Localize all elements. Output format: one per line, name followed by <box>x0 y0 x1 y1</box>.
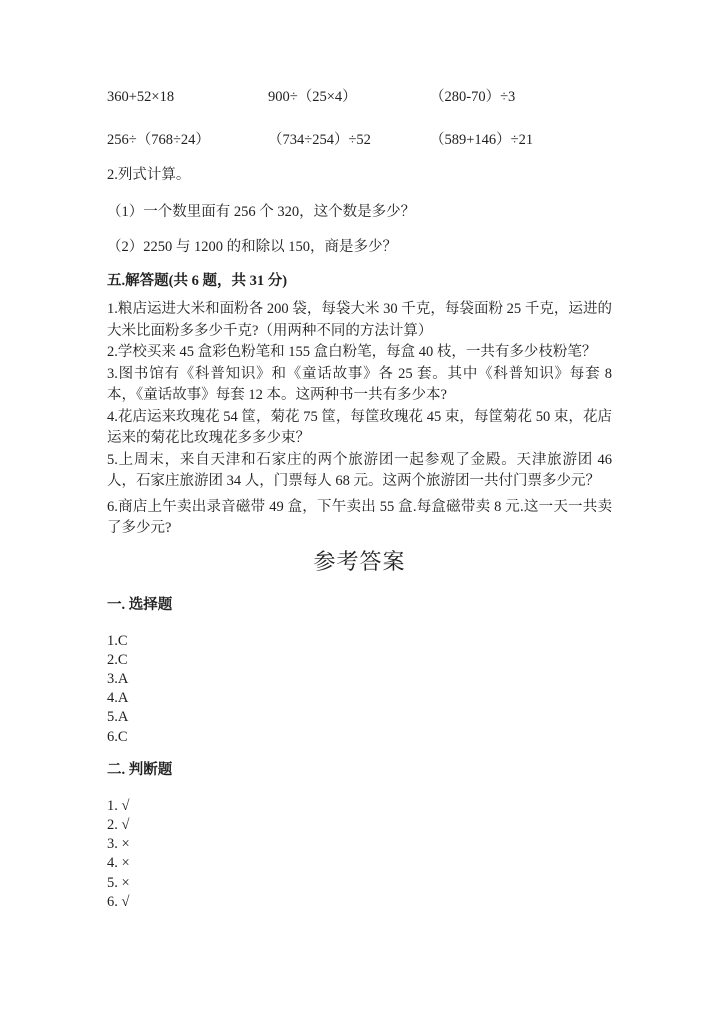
choice-answer-3: 3.A <box>107 670 129 687</box>
problem-1: 1.粮店运进大米和面粉各 200 袋，每袋大米 30 千克，每袋面粉 25 千克，运进的大米比面粉多多少千克?（用两种不同的方法计算） <box>107 301 612 339</box>
calc-expression-5: （734÷254）÷52 <box>268 132 371 148</box>
answers-title: 参考答案 <box>313 548 406 574</box>
judgment-answer-4: 4. × <box>107 855 130 872</box>
calculation-grid <box>107 87 612 151</box>
problem-3: 3.图书馆有《科普知识》和《童话故事》各 25 套。其中《科普知识》每套 8 本，《童话故事》每套 12 本。这两种书一共有多少本? <box>107 365 612 403</box>
judgment-answer-3: 3. × <box>107 836 130 853</box>
problem-5: 5.上周末，来自天津和石家庄的两个旅游团一起参观了金殿。天津旅游团 46 人，石家庄旅游团 34 人，门票每人 68 元。这两个旅游团一共付门票多少元？ <box>107 451 612 489</box>
calc-expression-2: 900÷（25×4） <box>268 89 357 105</box>
item2-sub-question-1: （1）一个数里面有 256 个 320，这个数是多少？ <box>107 204 416 220</box>
calc-expression-4: 256÷（768÷24） <box>107 132 210 148</box>
choice-answer-5: 5.A <box>107 709 129 726</box>
problem-6: 6.商店上午卖出录音磁带 49 盒，下午卖出 55 盒.每盒磁带卖 8 元.这一天一共卖了多少元? <box>107 498 612 536</box>
judgment-answer-5: 5. × <box>107 874 130 891</box>
choice-answer-2: 2.C <box>107 651 128 668</box>
judgment-answers-list <box>107 797 612 912</box>
judgment-answer-1: 1. √ <box>107 797 130 814</box>
choice-answer-6: 6.C <box>107 728 128 745</box>
calc-expression-3: （280-70）÷3 <box>430 89 516 105</box>
choice-answer-4: 4.A <box>107 690 129 707</box>
choice-answer-1: 1.C <box>107 632 128 649</box>
problem-4: 4.花店运来玫瑰花 54 筐，菊花 75 筐，每筐玫瑰花 45 束，每筐菊花 50 束，花店运来的菊花比玫瑰花多多少束？ <box>107 408 612 446</box>
section5-heading: 五.解答题(共 6 题，共 31 分) <box>107 273 288 289</box>
problem-2: 2.学校买来 45 盒彩色粉笔和 155 盒白粉笔，每盒 40 枝，一共有多少枝粉笔？ <box>107 344 597 360</box>
item2-heading: 2.列式计算。 <box>107 167 191 183</box>
item2-sub-question-2: （2）2250 与 1200 的和除以 150，商是多少？ <box>107 239 397 255</box>
calc-expression-6: （589+146）÷21 <box>430 132 534 148</box>
judgment-answer-2: 2. √ <box>107 816 130 833</box>
judgment-answer-6: 6. √ <box>107 893 130 910</box>
calc-expression-1: 360+52×18 <box>107 89 175 105</box>
word-problems <box>107 299 612 540</box>
answers-section2-heading: 二. 判断题 <box>107 761 173 778</box>
choice-answers-list <box>107 632 612 747</box>
answers-section1-heading: 一. 选择题 <box>107 596 173 613</box>
